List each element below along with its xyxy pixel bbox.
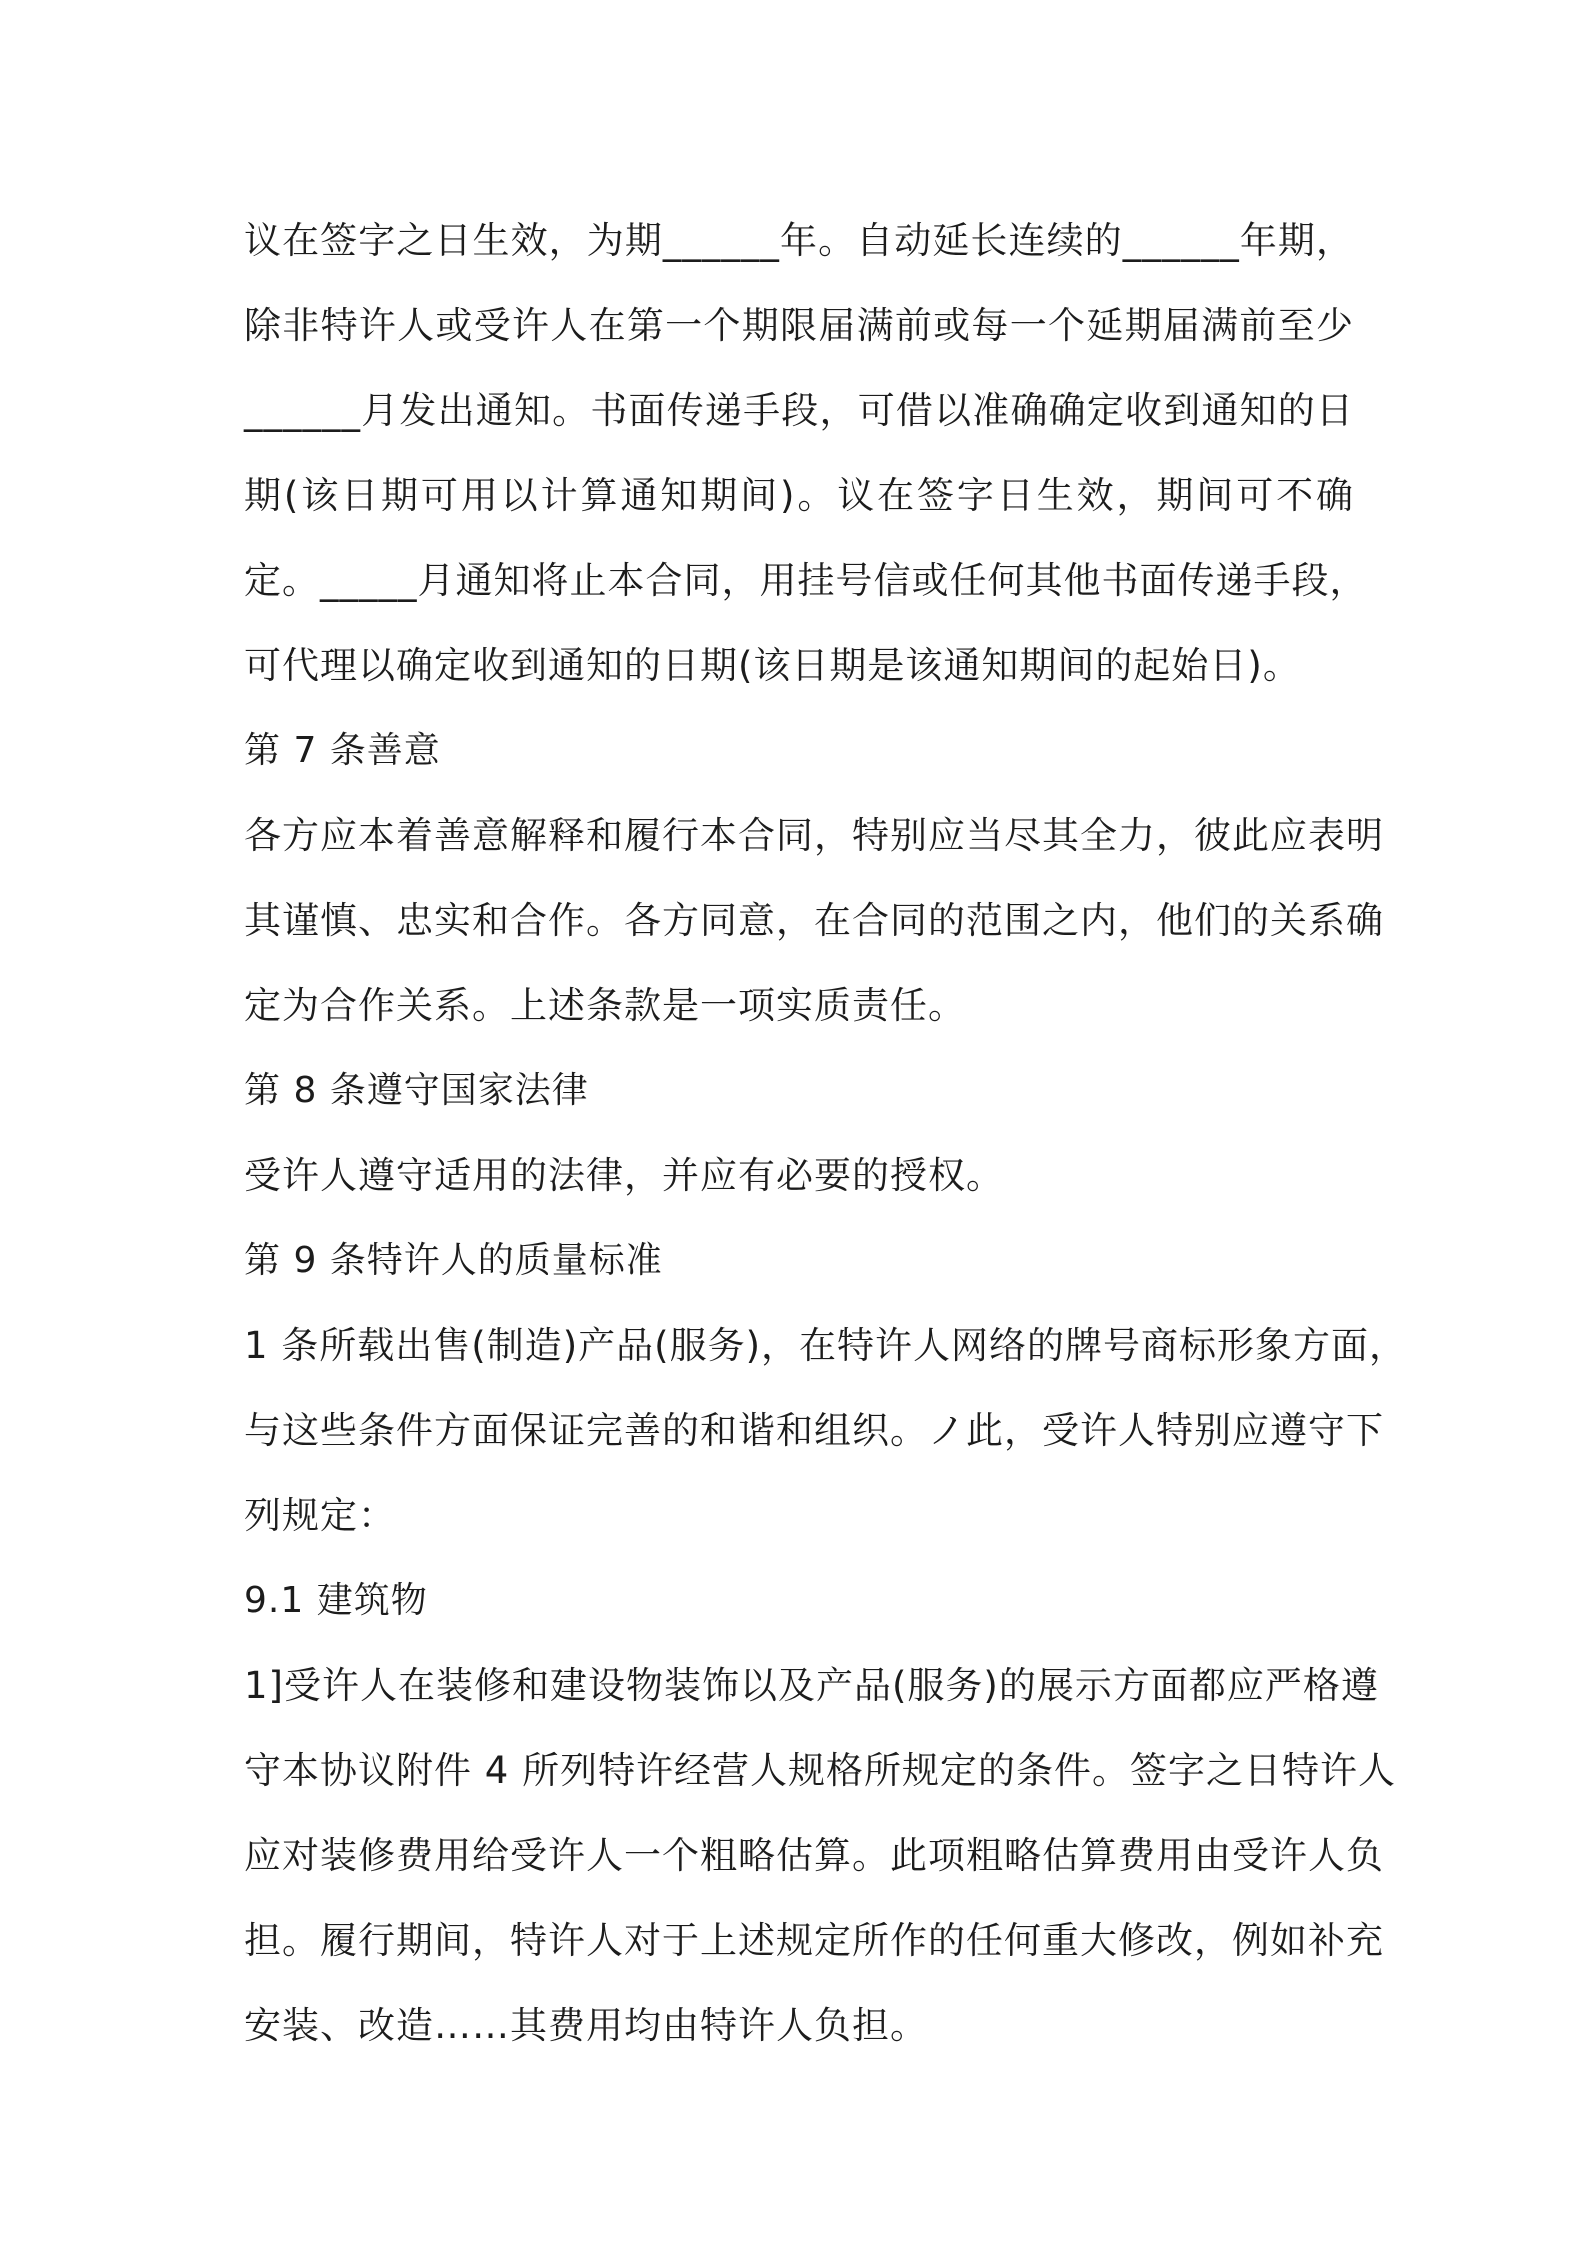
article-heading-9: 第 9 条特许人的质量标准 (244, 1240, 663, 1281)
paragraph-line: 其谨慎、忠实和合作。各方同意，在合同的范围之内，他们的关系确 (244, 899, 1384, 942)
paragraph-line: 除非特许人或受许人在第一个期限届满前或每一个延期届满前至少 (244, 304, 1354, 347)
paragraph-line: 应对装修费用给受许人一个粗略估算。此项粗略估算费用由受许人负 (244, 1834, 1384, 1877)
paragraph-line: 定为合作关系。上述条款是一项实质责任。 (244, 984, 966, 1027)
paragraph-line: 守本协议附件 4 所列特许经营人规格所规定的条件。签字之日特许人 (244, 1749, 1397, 1792)
document-page (244, 198, 1408, 2068)
paragraph-line: 受许人遵守适用的法律，并应有必要的授权。 (244, 1154, 1004, 1197)
article-heading-7: 第 7 条善意 (244, 730, 441, 771)
paragraph-line: 定。_____月通知将止本合同，用挂号信或任何其他书面传递手段， (244, 559, 1368, 602)
paragraph-line: ______月发出通知。书面传递手段，可借以准确确定收到通知的日 (244, 389, 1354, 432)
paragraph-line: 可代理以确定收到通知的日期(该日期是该通知期间的起始日)。 (244, 644, 1301, 687)
paragraph-line: 议在签字之日生效，为期______年。自动延长连续的______年期， (244, 219, 1354, 262)
section-heading-9-1: 9.1 建筑物 (244, 1580, 428, 1621)
paragraph-line: 列规定： (244, 1494, 396, 1537)
paragraph-line: 1]受许人在装修和建设物装饰以及产品(服务)的展示方面都应严格遵 (244, 1664, 1379, 1707)
paragraph-line: 安装、改造……其费用均由特许人负担。 (244, 2004, 928, 2047)
paragraph-line: 期(该日期可用以计算通知期间)。议在签字日生效，期间可不确 (244, 474, 1354, 517)
paragraph-line: 1 条所载出售(制造)产品(服务)，在特许人网络的牌号商标形象方面， (244, 1324, 1408, 1367)
paragraph-line: 各方应本着善意解释和履行本合同，特别应当尽其全力，彼此应表明 (244, 814, 1384, 857)
paragraph-line: 担。履行期间，特许人对于上述规定所作的任何重大修改，例如补充 (244, 1919, 1384, 1962)
article-heading-8: 第 8 条遵守国家法律 (244, 1070, 589, 1111)
paragraph-line: 与这些条件方面保证完善的和谐和组织。ノ此，受许人特别应遵守下 (244, 1409, 1384, 1452)
